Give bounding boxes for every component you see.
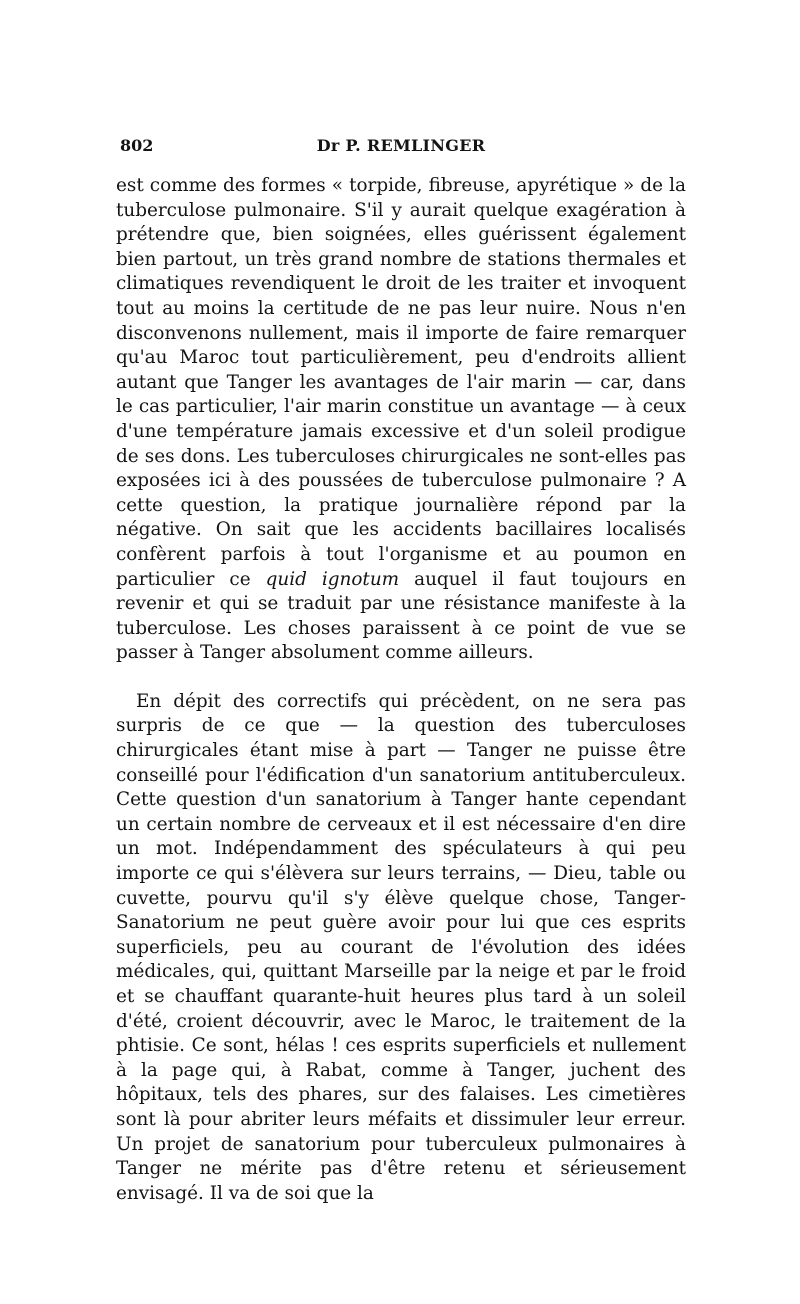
header-title: Dr P. REMLINGER [316,136,486,155]
paragraph-1-text-b: auquel il faut toujours en revenir et qui se traduit par une résistance manifeste à la tuberculose. Les choses paraissent à ce point de vue se passer à Tanger absolument comme ailleurs. [116,568,686,664]
book-page [116,132,686,1206]
paragraph-1 [116,174,686,666]
paragraph-2: En dépit des correctifs qui précèdent, on ne sera pas surpris de ce que — la question des tuberculoses chirurgicales étant mise à part — Tanger ne puisse être conseillé pour l'édification d'un sanatorium antituberculeux. Cette question d'un sanatorium à Tanger hante cependant un certain nombre de cerveaux et il est nécessaire d'en dire un mot. Indépendamment des spéculateurs à qui peu importe ce qui s'élèvera sur leurs terrains, — Dieu, table ou cuvette, pourvu qu'il s'y élève quelque chose, Tanger-Sanatorium ne peut guère avoir pour lui que ces esprits superficiels, peu au courant de l'évolution des idées médicales, qui, quittant Marseille par la neige et par le froid et se chauffant quarante-huit heures plus tard à un soleil d'été, croient découvrir, avec le Maroc, le traitement de la phtisie. Ce sont, hélas ! ces esprits superficiels et nullement à la page qui, à Rabat, comme à Tanger, juchent des hôpitaux, tels des phares, sur des falaises. Les cimetières sont là pour abriter leurs méfaits et dissimuler leur erreur. Un projet de sanatorium pour tuberculeux pulmonaires à Tanger ne mérite pas d'être retenu et sérieusement envisagé. Il va de soi que la [116,690,686,1204]
running-head [116,132,686,160]
page-number: 802 [120,136,154,155]
italic-phrase: quid ignotum [265,568,400,590]
body-text [116,174,686,1206]
paragraph-1-text-a: est comme des formes « torpide, fibreuse, apyrétique » de la tuberculose pulmonaire. S'il y aurait quelque exagération à prétendre que, bien soignées, elles guérissent également bien partout, un très grand nombre de stations thermales et climatiques revendiquent le droit de les traiter et invoquent tout au moins la certitude de ne pas leur nuire. Nous n'en disconvenons nullement, mais il importe de faire remarquer qu'au Maroc tout particulièrement, peu d'endroits allient autant que Tanger les avantages de l'air marin — car, dans le cas particulier, l'air marin constitue un avantage — à ceux d'une température jamais excessive et d'un soleil prodigue de ses dons. Les tuberculoses chirurgicales ne sont-elles pas exposées ici à des poussées de tuberculose pulmonaire ? A cette question, la pratique journalière répond par la négative. On sait que les accidents bacillaires localisés confèrent parfois à tout l'organisme et au poumon en particulier ce [116,175,686,590]
